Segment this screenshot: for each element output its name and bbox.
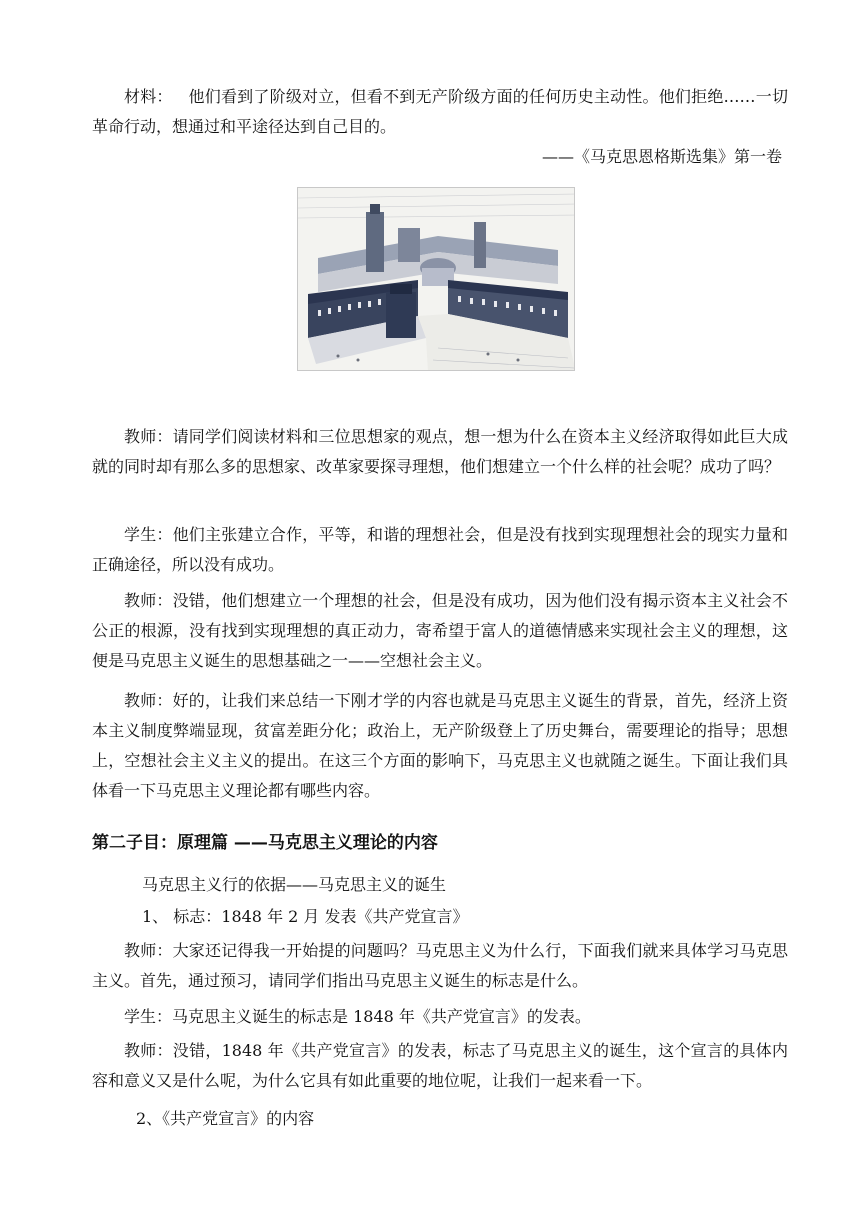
material-quote	[92, 82, 788, 142]
paragraph-teacher-5: 教师：没错，1848 年《共产党宣言》的发表，标志了马克思主义的诞生，这个宣言的具体内容和意义又是什么呢，为什么它具有如此重要的地位呢，让我们一起来看一下。	[92, 1041, 788, 1090]
paragraph-teacher-1: 教师：请同学们阅读材料和三位思想家的观点，想一想为什么在资本主义经济取得如此巨大成就的同时却有那么多的思想家、改革家要探寻理想，他们想建立一个什么样的社会呢？成功了吗？	[92, 427, 788, 476]
subtitle: 马克思主义行的依据——马克思主义的诞生	[142, 875, 447, 894]
paragraph-teacher-4: 教师：大家还记得我一开始提的问题吗？马克思主义为什么行，下面我们就来具体学习马克思主义。首先，通过预习，请同学们指出马克思主义诞生的标志是什么。	[92, 941, 788, 990]
list-item-1: 1、 标志：1848 年 2 月 发表《共产党宣言》	[142, 907, 469, 926]
utopian-community-illustration	[297, 187, 575, 371]
list-item-2: 2、《共产党宣言》的内容	[136, 1109, 315, 1128]
section-heading: 第二子目：原理篇 ——马克思主义理论的内容	[92, 833, 438, 853]
material-label: 材料：	[124, 87, 173, 106]
paragraph-student-1: 学生：他们主张建立合作，平等，和谐的理想社会，但是没有找到实现理想社会的现实力量和正确途径，所以没有成功。	[92, 525, 788, 574]
paragraph-student-2: 学生：马克思主义诞生的标志是 1848 年《共产党宣言》的发表。	[124, 1007, 591, 1026]
material-text: 他们看到了阶级对立，但看不到无产阶级方面的任何历史主动性。他们拒绝……一切革命行动，想通过和平途径达到自己目的。	[92, 87, 788, 136]
paragraph-teacher-3: 教师：好的，让我们来总结一下刚才学的内容也就是马克思主义诞生的背景，首先，经济上资本主义制度弊端显现，贫富差距分化；政治上，无产阶级登上了历史舞台，需要理论的指导；思想上，空想社会主义主义的提出。在这三个方面的影响下，马克思主义也就随之诞生。下面让我们具体看一下马克思主义理论都有哪些内容。	[92, 691, 788, 800]
material-source: ——《马克思恩格斯选集》第一卷	[541, 147, 782, 166]
paragraph-teacher-2: 教师：没错，他们想建立一个理想的社会，但是没有成功，因为他们没有揭示资本主义社会不公正的根源，没有找到实现理想的真正动力，寄希望于富人的道德情感来实现社会主义的理想，这便是马克思主义诞生的思想基础之一——空想社会主义。	[92, 591, 788, 670]
